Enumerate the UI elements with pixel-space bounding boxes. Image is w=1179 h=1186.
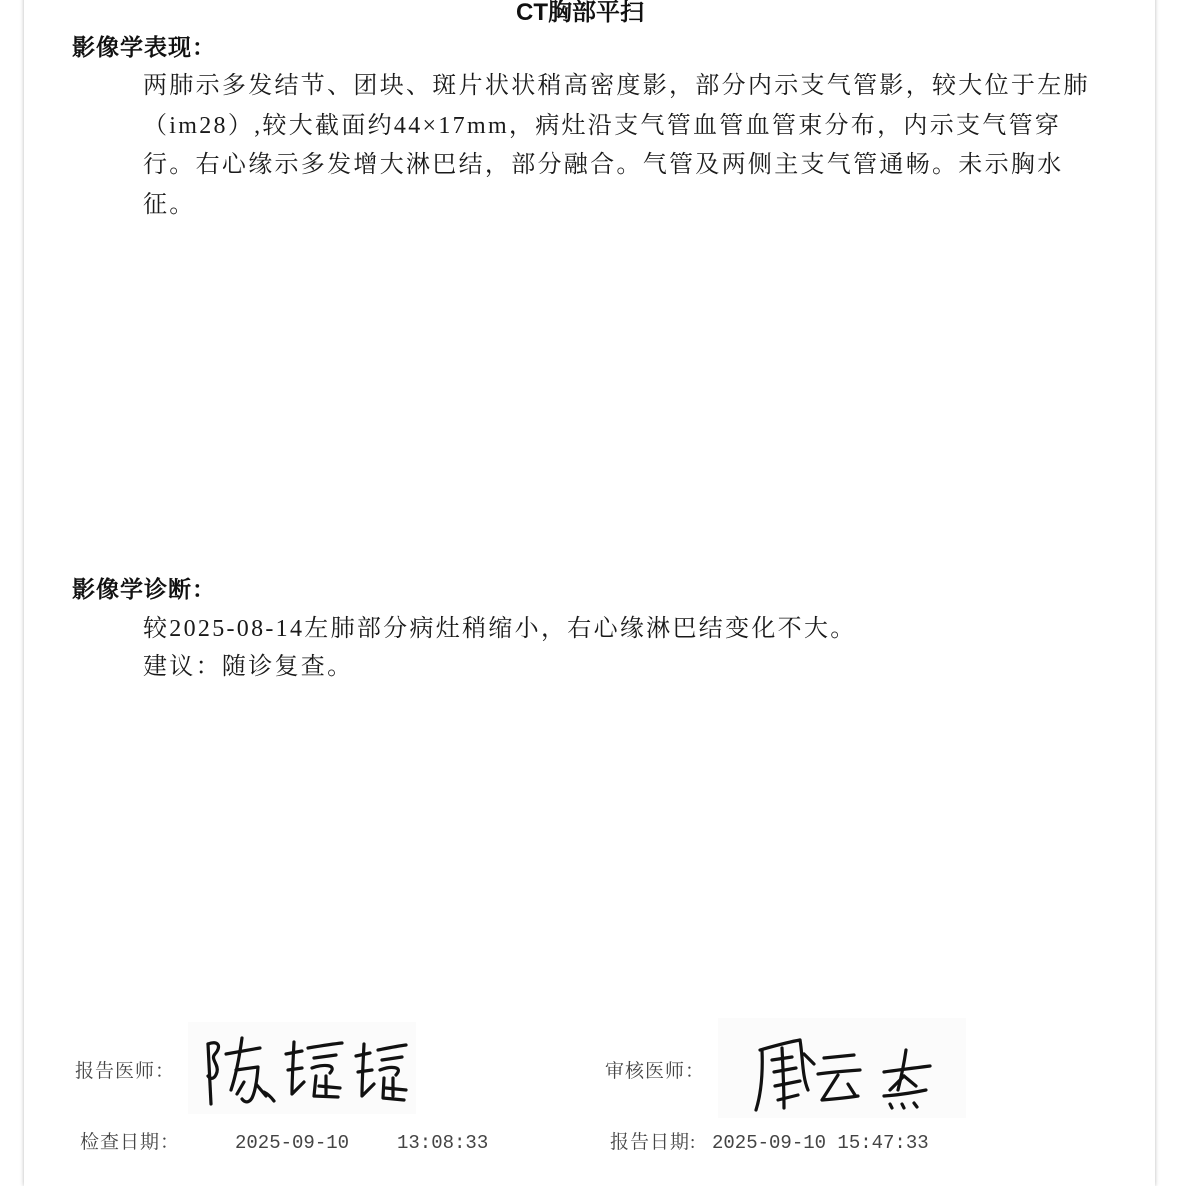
exam-time: 13:08:33 xyxy=(397,1132,489,1154)
exam-date: 2025-09-10 xyxy=(235,1132,350,1154)
reviewer-signature xyxy=(718,1018,966,1118)
findings-line: 行。右心缘示多发增大淋巴结，部分融合。气管及两侧主支气管通畅。未示胸水 xyxy=(143,152,1064,178)
report-date-label: 报告日期: xyxy=(610,1132,697,1153)
report-title: CT胸部平扫 xyxy=(516,0,644,26)
reporter-signature xyxy=(188,1022,416,1114)
exam-date-label: 检查日期： xyxy=(80,1132,181,1153)
reviewer-label: 审核医师： xyxy=(605,1061,706,1082)
diagnosis-heading: 影像学诊断： xyxy=(72,577,216,602)
reporter-label: 报告医师： xyxy=(75,1061,176,1082)
report-datetime: 2025-09-10 15:47:33 xyxy=(712,1132,929,1154)
findings-line: 两肺示多发结节、团块、斑片状状稍高密度影，部分内示支气管影，较大位于左肺 xyxy=(143,73,1090,99)
recommendation-line: 建议：随诊复查。 xyxy=(143,654,354,680)
findings-line: （im28）,较大截面约44×17mm，病灶沿支气管血管血管束分布，内示支气管穿 xyxy=(143,113,1062,139)
findings-heading: 影像学表现： xyxy=(72,35,216,60)
diagnosis-line: 较2025-08-14左肺部分病灶稍缩小，右心缘淋巴结变化不大。 xyxy=(143,616,857,642)
findings-line: 征。 xyxy=(143,192,196,218)
